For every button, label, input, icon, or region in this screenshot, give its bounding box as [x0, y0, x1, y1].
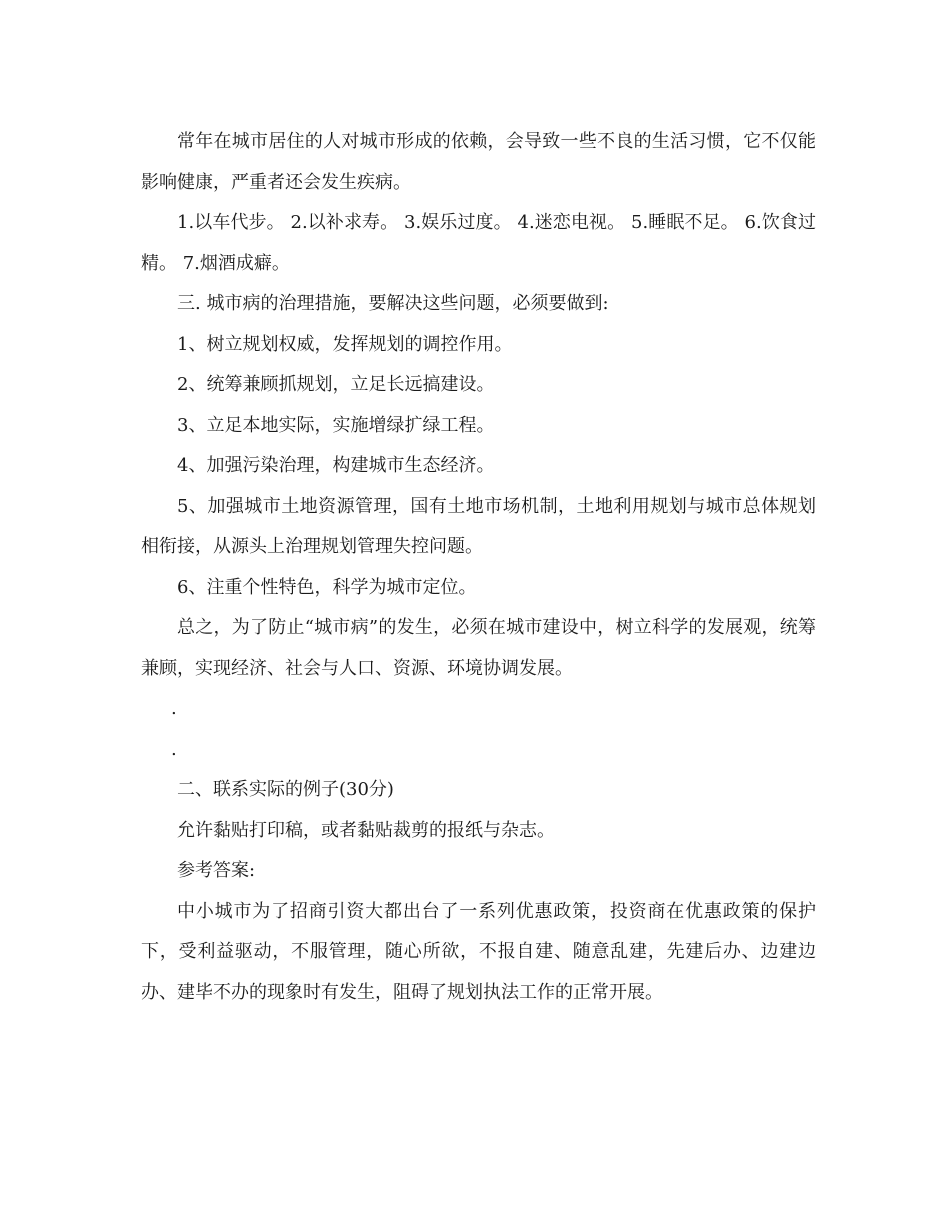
paragraph-instruction: 允许黏贴打印稿，或者黏贴裁剪的报纸与杂志。 — [177, 819, 555, 841]
reference-answer-label: 参考答案: — [177, 860, 256, 881]
paragraph-conclusion: 总之，为了防止“城市病”的发生，必须在城市建设中，树立科学的发展观，统筹兼顾，实现经济、社会与人口、资源、环境协调发展。 — [141, 617, 816, 679]
section-heading-measures: 三. 城市病的治理措施，要解决这些问题，必须要做到: — [177, 293, 609, 314]
list-item-measure-3: 3、立足本地实际，实施增绿扩绿工程。 — [177, 414, 495, 436]
list-item-measure-4: 4、加强污染治理，构建城市生态经济。 — [177, 455, 495, 476]
paragraph-habit-list: 1.以车代步。 2.以补求寿。 3.娱乐过度。 4.迷恋电视。 5.睡眠不足。 6.饮食过精。 7.烟酒成癖。 — [141, 212, 816, 274]
section-heading-examples: 二、联系实际的例子(30分) — [177, 779, 394, 800]
list-item-measure-5: 5、加强城市土地资源管理，国有土地市场机制，土地利用规划与城市总体规划相衔接，从源头上治理规划管理失控问题。 — [141, 495, 816, 557]
separator-dot: . — [171, 698, 177, 719]
separator-dot: . — [171, 738, 177, 760]
paragraph-reference-answer: 中小城市为了招商引资大都出台了一系列优惠政策，投资商在优惠政策的保护下，受利益驱动，不服管理，随心所欲，不报自建、随意乱建，先建后办、边建边办、建毕不办的现象时有发生，阻碍了规划执法工作的正常开展。 — [141, 900, 816, 1003]
document-body — [141, 122, 816, 1013]
paragraph-urban-habits: 常年在城市居住的人对城市形成的依赖，会导致一些不良的生活习惯，它不仅能影响健康，严重者还会发生疾病。 — [141, 131, 816, 193]
list-item-measure-1: 1、树立规划权威，发挥规划的调控作用。 — [177, 333, 513, 355]
list-item-measure-6: 6、注重个性特色，科学为城市定位。 — [177, 576, 477, 598]
list-item-measure-2: 2、统筹兼顾抓规划，立足长远搞建设。 — [177, 374, 495, 395]
